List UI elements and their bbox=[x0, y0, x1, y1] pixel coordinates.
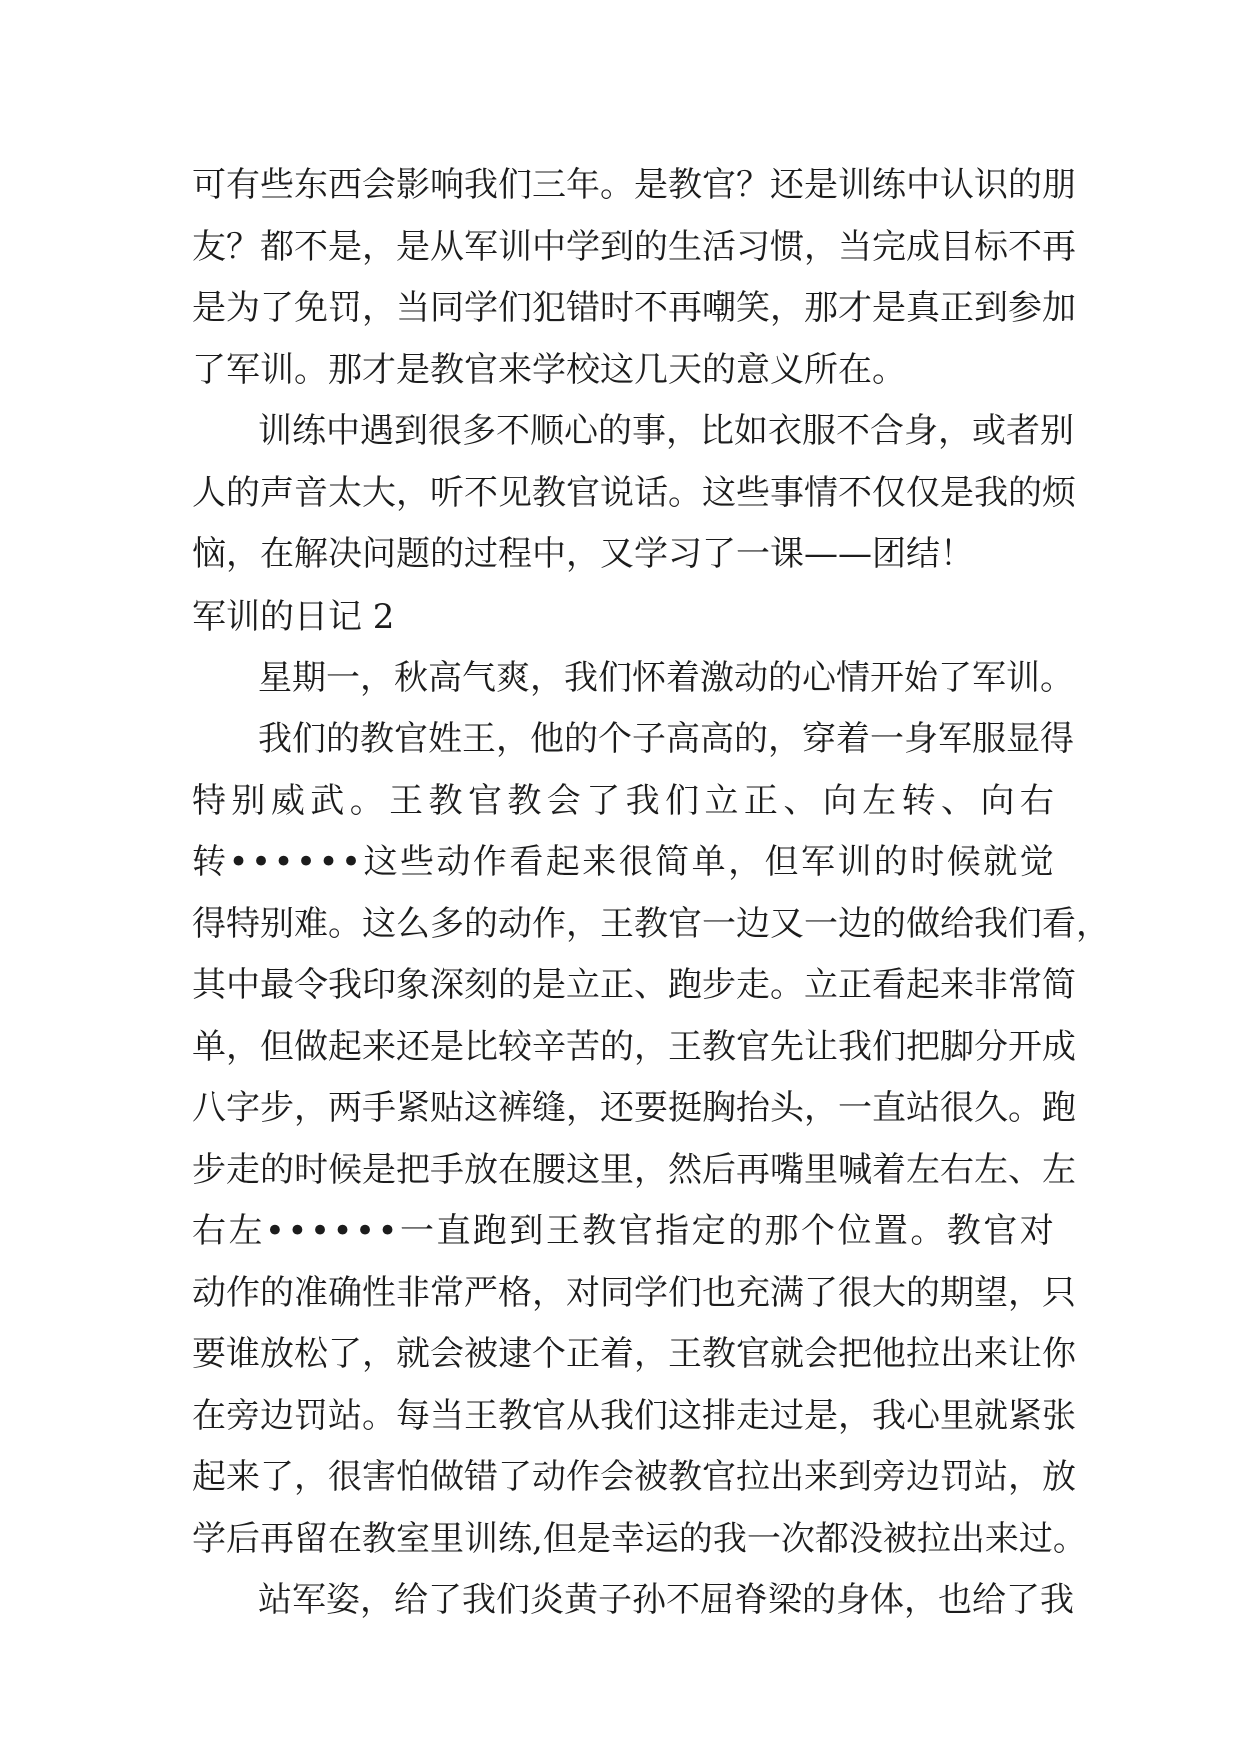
paragraph-first-line: 我 们 的 教 官 姓 王 ， 他 的 个 子 高 高 的 ， 穿 着 一 身 军 服 显 得 bbox=[258, 719, 1074, 759]
text-line: 在 旁 边 罚 站 。 每 当 王 教 官 从 我 们 这 排 走 过 是 ， 我 心 里 就 紧 张 bbox=[192, 1395, 1076, 1436]
text-line: 起 来 了 ， 很 害 怕 做 错 了 动 作 会 被 教 官 拉 出 来 到 旁 边 罚 站 ， 放 bbox=[192, 1457, 1076, 1497]
text-line: 得 特 别 难 。 这 么 多 的 动 作 ， 王 教 官 一 边 又 一 边 的 做 给 我 们 看 ， bbox=[192, 903, 1110, 944]
text-line: 单 ， 但 做 起 来 还 是 比 较 辛 苦 的 ， 王 教 官 先 让 我 们 把 脚 分 开 成 bbox=[192, 1026, 1076, 1067]
text-line: 友 ？ 都 不 是 ， 是 从 军 训 中 学 到 的 生 活 习 惯 ， 当 完 成 目 标 不 再 bbox=[192, 226, 1076, 267]
section-title: 军训的日记 2 bbox=[192, 596, 395, 637]
text-line: 特 别 威 武 。 王 教 官 教 会 了 我 们 立 正 、 向 左 转 、 向 右 bbox=[192, 780, 1054, 821]
text-line: 要 谁 放 松 了 ， 就 会 被 逮 个 正 着 ， 王 教 官 就 会 把 他 拉 出 来 让 你 bbox=[192, 1334, 1076, 1374]
text-line: 可 有 些 东 西 会 影 响 我 们 三 年 。 是 教 官 ？ 还 是 训 练 中 认 识 的 朋 bbox=[192, 165, 1076, 205]
text-line: 右 左 • • • • • • 一 直 跑 到 王 教 官 指 定 的 那 个 位 置 。 教 官 对 bbox=[192, 1211, 1054, 1251]
text-line: 是 为 了 免 罚 ， 当 同 学 们 犯 错 时 不 再 嘲 笑 ， 那 才 是 真 正 到 参 加 bbox=[192, 288, 1076, 328]
text-line: 其 中 最 令 我 印 象 深 刻 的 是 立 正 、 跑 步 走 。 立 正 看 起 来 非 常 简 bbox=[192, 965, 1076, 1005]
text-line: 了军训。那才是教官来学校这几天的意义所在。 bbox=[192, 349, 906, 390]
text-line: 八 字 步 ， 两 手 紧 贴 这 裤 缝 ， 还 要 挺 胸 抬 头 ， 一 直 站 很 久 。 跑 bbox=[192, 1088, 1076, 1128]
paragraph-first-line: 站 军 姿 ， 给 了 我 们 炎 黄 子 孙 不 屈 脊 梁 的 身 体 ， 也 给 了 我 bbox=[258, 1580, 1074, 1620]
paragraph-first-line: 星 期 一 ， 秋 高 气 爽 ， 我 们 怀 着 激 动 的 心 情 开 始 了 军 训 。 bbox=[258, 657, 1074, 698]
text-line: 转 • • • • • • 这 些 动 作 看 起 来 很 简 单 ， 但 军 训 的 时 候 就 觉 bbox=[192, 842, 1054, 882]
paragraph-first-line: 训 练 中 遇 到 很 多 不 顺 心 的 事 ， 比 如 衣 服 不 合 身 ， 或 者 别 bbox=[258, 411, 1074, 451]
text-line: 动 作 的 准 确 性 非 常 严 格 ， 对 同 学 们 也 充 满 了 很 大 的 期 望 ， 只 bbox=[192, 1272, 1076, 1313]
text-line: 恼，在解决问题的过程中，又学习了一课——团结！ bbox=[192, 534, 974, 574]
text-line: 学 后 再 留 在 教 室 里 训 练 , 但 是 幸 运 的 我 一 次 都 没 被 拉 出 来 过 。 bbox=[192, 1518, 1087, 1559]
document-body bbox=[192, 155, 1110, 1632]
text-line: 步 走 的 时 候 是 把 手 放 在 腰 这 里 ， 然 后 再 嘴 里 喊 着 左 右 左 、 左 bbox=[192, 1149, 1076, 1190]
text-line: 人 的 声 音 太 大 ， 听 不 见 教 官 说 话 。 这 些 事 情 不 仅 仅 是 我 的 烦 bbox=[192, 472, 1076, 513]
